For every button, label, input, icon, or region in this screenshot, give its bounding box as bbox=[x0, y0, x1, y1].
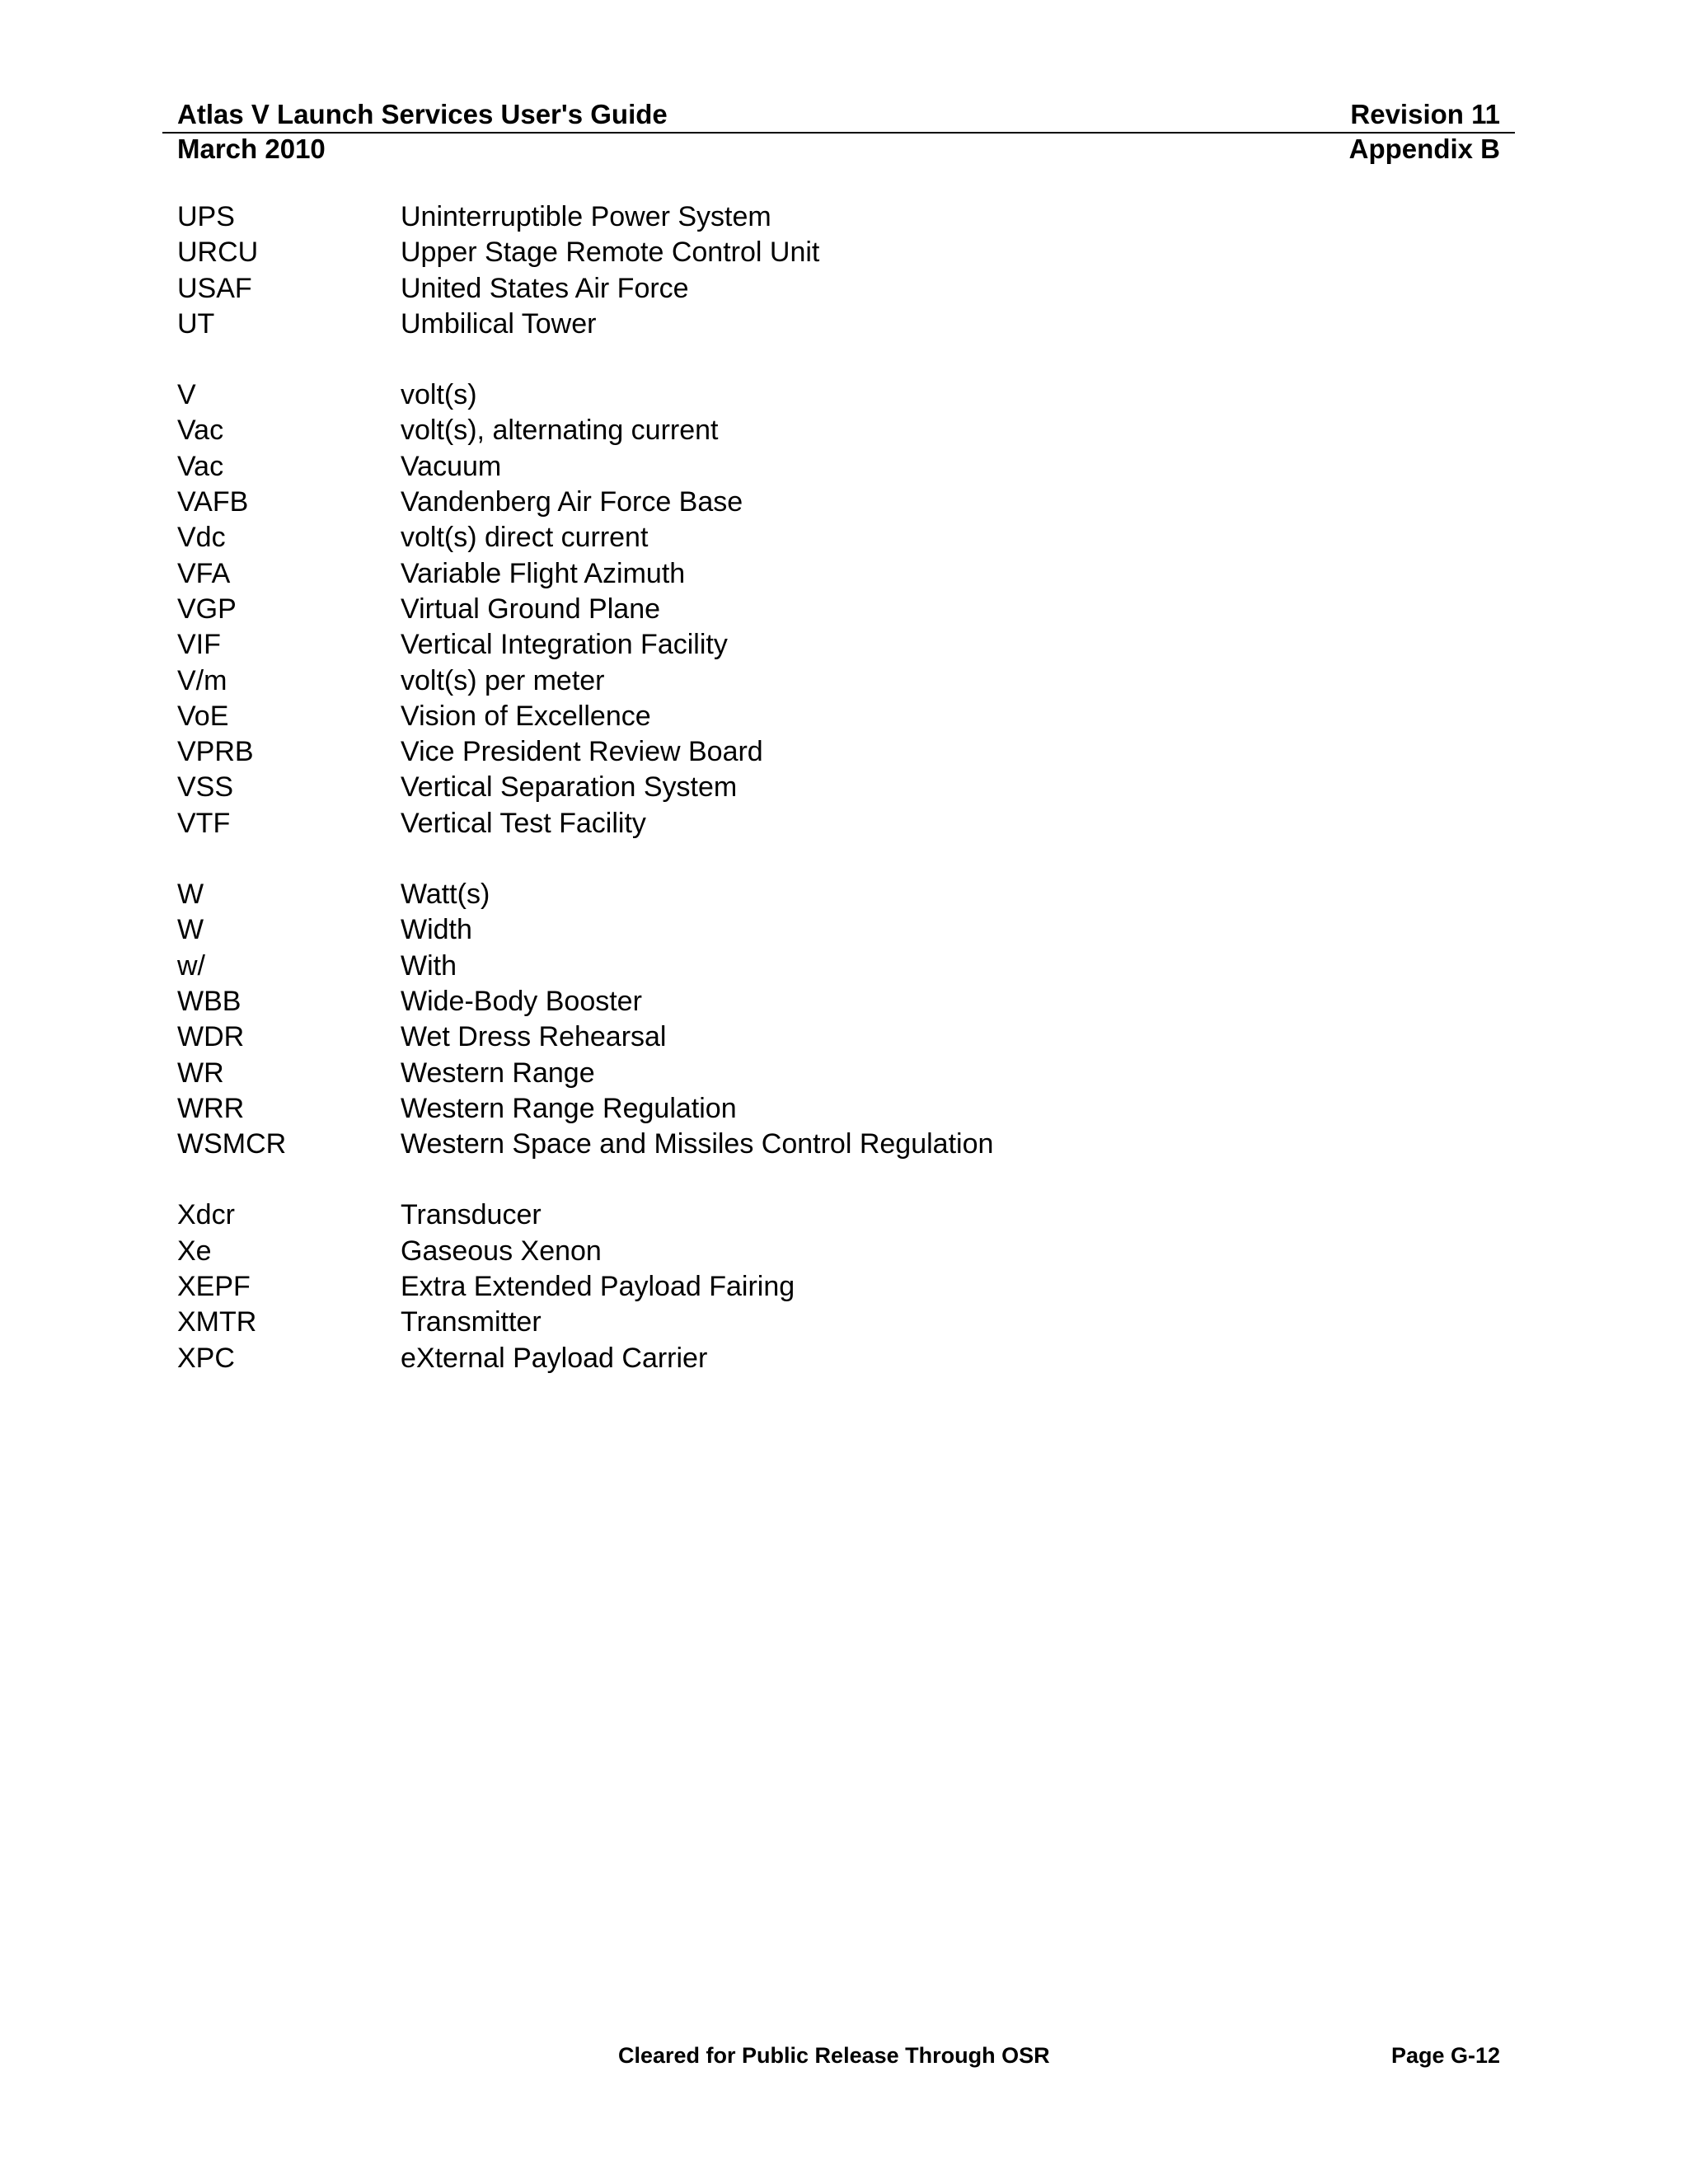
acronym-definition: Vision of Excellence bbox=[401, 700, 651, 732]
acronym-definition: Vertical Test Facility bbox=[401, 807, 646, 839]
acronym-definition: Vertical Separation System bbox=[401, 771, 738, 804]
glossary-entry bbox=[177, 1127, 1500, 1162]
header-bottom-row bbox=[177, 132, 1500, 166]
acronym-group bbox=[177, 199, 1500, 342]
acronym-term: WBB bbox=[177, 985, 241, 1017]
glossary-entry bbox=[177, 556, 1500, 592]
acronym-definition: Transducer bbox=[401, 1199, 542, 1231]
header-divider bbox=[162, 132, 1515, 134]
acronym-definition: Wide-Body Booster bbox=[401, 985, 642, 1017]
acronym-definition: Uninterruptible Power System bbox=[401, 201, 771, 232]
acronym-term: V bbox=[177, 379, 196, 411]
acronym-definition: Upper Stage Remote Control Unit bbox=[401, 237, 820, 269]
glossary-entry bbox=[177, 1305, 1500, 1340]
acronym-term: VGP bbox=[177, 593, 237, 625]
acronym-definition: Transmitter bbox=[401, 1306, 542, 1338]
document-date: March 2010 bbox=[177, 134, 326, 164]
acronym-term: UT bbox=[177, 307, 215, 340]
acronym-definition: eXternal Payload Carrier bbox=[401, 1342, 708, 1374]
page-footer bbox=[177, 2039, 1500, 2072]
acronym-term: Xe bbox=[177, 1235, 212, 1267]
acronym-definition: volt(s), alternating current bbox=[401, 415, 719, 447]
glossary-entry bbox=[177, 307, 1500, 342]
acronym-group bbox=[177, 377, 1500, 841]
acronym-definition: volt(s) per meter bbox=[401, 664, 605, 696]
glossary-entry bbox=[177, 949, 1500, 984]
glossary-entry bbox=[177, 663, 1500, 699]
glossary-entry bbox=[177, 449, 1500, 485]
acronym-term: VoE bbox=[177, 700, 229, 732]
acronym-term: Xdcr bbox=[177, 1199, 235, 1231]
glossary-entry bbox=[177, 592, 1500, 627]
glossary-entry bbox=[177, 912, 1500, 948]
release-statement: Cleared for Public Release Through OSR bbox=[618, 2043, 1050, 2068]
acronym-term: URCU bbox=[177, 237, 259, 269]
acronym-definition: Vandenberg Air Force Base bbox=[401, 486, 743, 518]
glossary-entry bbox=[177, 984, 1500, 1019]
acronym-term: W bbox=[177, 914, 204, 946]
acronym-term: V/m bbox=[177, 664, 227, 696]
glossary-entry bbox=[177, 1234, 1500, 1269]
acronym-definition: Wet Dress Rehearsal bbox=[401, 1021, 667, 1053]
acronym-definition: Variable Flight Azimuth bbox=[401, 557, 686, 589]
header-top-row bbox=[177, 97, 1500, 132]
glossary-entry bbox=[177, 1269, 1500, 1305]
acronym-definition: Vacuum bbox=[401, 450, 502, 482]
acronym-group bbox=[177, 877, 1500, 1162]
acronym-term: USAF bbox=[177, 272, 252, 304]
glossary-entry bbox=[177, 1019, 1500, 1055]
acronym-term: XPC bbox=[177, 1342, 235, 1374]
acronym-definition: Vertical Integration Facility bbox=[401, 629, 728, 661]
acronym-term: WDR bbox=[177, 1021, 245, 1053]
acronym-glossary bbox=[177, 199, 1500, 1412]
revision-label: Revision 11 bbox=[1350, 99, 1500, 129]
glossary-entry bbox=[177, 199, 1500, 235]
glossary-entry bbox=[177, 520, 1500, 555]
page-header bbox=[177, 97, 1500, 170]
acronym-definition: Extra Extended Payload Fairing bbox=[401, 1271, 795, 1303]
glossary-entry bbox=[177, 627, 1500, 663]
acronym-term: WSMCR bbox=[177, 1128, 287, 1160]
acronym-group bbox=[177, 1197, 1500, 1376]
page-number: Page G-12 bbox=[1390, 2043, 1500, 2068]
acronym-definition: volt(s) bbox=[401, 379, 477, 411]
acronym-term: Vac bbox=[177, 450, 224, 482]
acronym-term: VTF bbox=[177, 807, 231, 839]
acronym-definition: Umbilical Tower bbox=[401, 307, 597, 340]
acronym-definition: Virtual Ground Plane bbox=[401, 593, 661, 625]
acronym-term: VSS bbox=[177, 771, 234, 804]
acronym-term: UPS bbox=[177, 201, 235, 232]
glossary-entry bbox=[177, 699, 1500, 734]
acronym-definition: Watt(s) bbox=[401, 879, 490, 911]
acronym-definition: Western Range Regulation bbox=[401, 1092, 737, 1124]
acronym-definition: Vice President Review Board bbox=[401, 736, 763, 768]
acronym-term: XEPF bbox=[177, 1271, 251, 1303]
glossary-entry bbox=[177, 877, 1500, 912]
acronym-term: VFA bbox=[177, 557, 231, 589]
glossary-entry bbox=[177, 485, 1500, 520]
acronym-definition: Width bbox=[401, 914, 472, 946]
glossary-entry bbox=[177, 271, 1500, 307]
glossary-entry bbox=[177, 1056, 1500, 1091]
glossary-entry bbox=[177, 377, 1500, 413]
glossary-entry bbox=[177, 734, 1500, 770]
acronym-definition: volt(s) direct current bbox=[401, 522, 649, 554]
acronym-term: WRR bbox=[177, 1092, 245, 1124]
acronym-definition: Gaseous Xenon bbox=[401, 1235, 602, 1267]
document-title: Atlas V Launch Services User's Guide bbox=[177, 99, 668, 129]
glossary-entry bbox=[177, 1197, 1500, 1233]
glossary-entry bbox=[177, 235, 1500, 270]
acronym-term: Vac bbox=[177, 415, 224, 447]
appendix-label: Appendix B bbox=[1348, 134, 1500, 164]
acronym-definition: With bbox=[401, 949, 457, 982]
acronym-term: VPRB bbox=[177, 736, 254, 768]
acronym-term: W bbox=[177, 879, 204, 911]
glossary-entry bbox=[177, 806, 1500, 841]
acronym-term: VIF bbox=[177, 629, 221, 661]
glossary-entry bbox=[177, 770, 1500, 805]
glossary-entry bbox=[177, 1091, 1500, 1127]
glossary-entry bbox=[177, 1341, 1500, 1376]
acronym-term: Vdc bbox=[177, 522, 226, 554]
acronym-term: VAFB bbox=[177, 486, 249, 518]
acronym-definition: United States Air Force bbox=[401, 272, 689, 304]
acronym-term: WR bbox=[177, 1057, 224, 1089]
glossary-entry bbox=[177, 413, 1500, 448]
acronym-definition: Western Space and Missiles Control Regulation bbox=[401, 1128, 994, 1160]
acronym-definition: Western Range bbox=[401, 1057, 595, 1089]
acronym-term: XMTR bbox=[177, 1306, 257, 1338]
acronym-term: w/ bbox=[177, 949, 205, 982]
